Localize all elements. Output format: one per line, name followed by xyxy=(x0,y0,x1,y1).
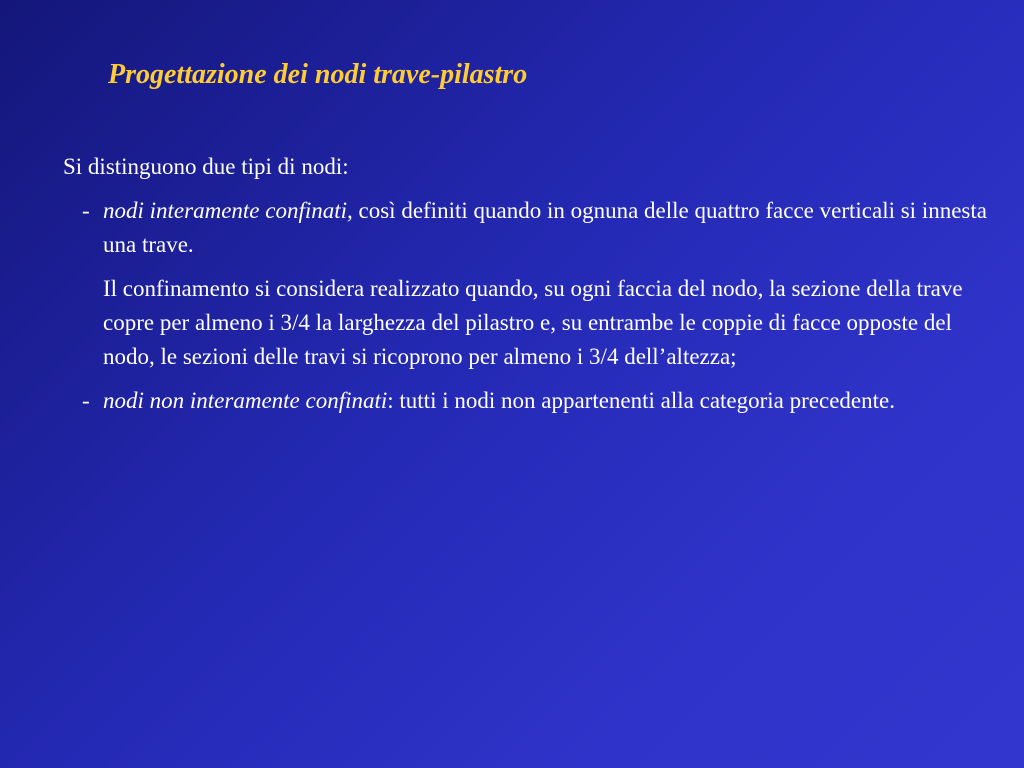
list-item-confined xyxy=(63,194,993,262)
description-confined: così definiti quando in ognuna delle quattro facce verticali si innesta una trave. xyxy=(103,198,987,258)
list-dash: - xyxy=(82,388,90,414)
slide-title: Progettazione dei nodi trave-pilastro xyxy=(108,59,528,90)
term-confined: nodi interamente confinati, xyxy=(103,198,353,224)
description-not-confined: : tutti i nodi non appartenenti alla categoria precedente. xyxy=(387,388,895,414)
term-not-confined: nodi non interamente confinati xyxy=(103,388,388,414)
list-item-not-confined xyxy=(63,384,993,418)
slide-body xyxy=(63,150,993,428)
intro-text: Si distinguono due tipi di nodi: xyxy=(63,154,349,179)
list-dash: - xyxy=(82,198,90,224)
confinement-paragraph: Il confinamento si considera realizzato quando, su ogni faccia del nodo, la sezione della trave copre per almeno i 3/4 la larghezza del pilastro e, su entrambe le coppie di facce opposte del nodo, le sezioni delle travi si ricoprono per almeno i 3/4 dell’altezza; xyxy=(103,276,963,370)
